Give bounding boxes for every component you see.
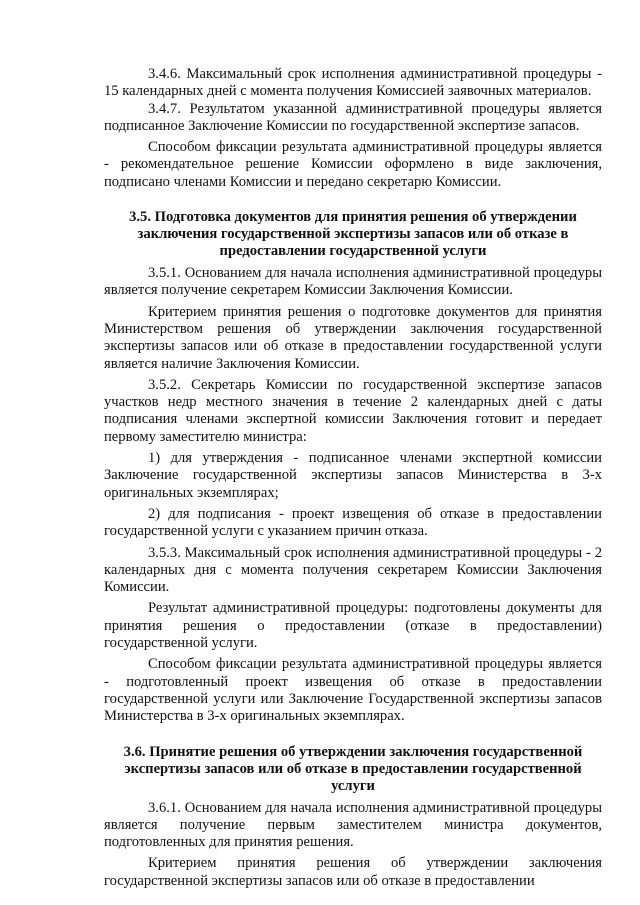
section-heading-3-6: 3.6. Принятие решения об утверждении заключения государственной экспертизы запасов или об отказе в предоставлении государственной услуги [123, 743, 583, 794]
paragraph-3-5-2: 3.5.2. Секретарь Комиссии по государственной экспертизе запасов участков недр местного значения в течение 2 календарных дней с даты подписания членами экспертной комиссии Заключения готовит и передает первому заместителю министра: [104, 376, 602, 445]
paragraph-3-6-1: 3.6.1. Основанием для начала исполнения административной процедуры является получение первым заместителем министра документов, подготовленных для принятия решения. [104, 799, 602, 851]
paragraph-fixation-3-4: Способом фиксации результата административной процедуры является - рекомендательное решение Комиссии оформлено в виде заключения, подписано членами Комиссии и передано секретарю Комиссии. [104, 139, 602, 190]
paragraph-criterion-3-6: Критерием принятия решения об утверждении заключения государственной экспертизы запасов или об отказе в предоставлении [104, 855, 602, 889]
paragraph-3-5-3: 3.5.3. Максимальный срок исполнения административной процедуры - 2 календарных дня с момента получения секретарем Комиссии Заключения Комиссии. [104, 544, 602, 596]
section-heading-3-5: 3.5. Подготовка документов для принятия решения об утверждении заключения государственной экспертизы запасов или об отказе в предоставлении государственной услуги [129, 209, 577, 260]
paragraph-fixation-3-5: Способом фиксации результата административной процедуры является - подготовленный проект извещения об отказе в предоставлении государственной услуги или Заключение Государственной экспертизы запасов Министерства в 3-х оригинальных экземплярах. [104, 656, 602, 725]
list-item-2: 2) для подписания - проект извещения об отказе в предоставлении государственной услуги с указанием причин отказа. [104, 505, 602, 540]
paragraph-3-5-1: 3.5.1. Основанием для начала исполнения административной процедуры является получение секретарем Комиссии Заключения Комиссии. [104, 265, 602, 299]
paragraph-criterion-3-5: Критерием принятия решения о подготовке документов для принятия Министерством решения об утверждении заключения государственной экспертизы запасов или об отказе в предоставлении государственной услуги является наличие Заключения Комиссии. [104, 303, 602, 372]
paragraph-3-4-7: 3.4.7. Результатом указанной административной процедуры является подписанное Заключение Комиссии по государственной экспертизе запасов. [104, 100, 602, 134]
list-item-1: 1) для утверждения - подписанное членами экспертной комиссии Заключение государственной экспертизы запасов Министерства в 3-х оригинальных экземплярах; [104, 450, 602, 501]
paragraph-3-4-6: 3.4.6. Максимальный срок исполнения административной процедуры - 15 календарных дней с момента получения Комиссией заявочных материалов. [104, 66, 602, 100]
document-page [104, 66, 602, 890]
paragraph-result-3-5: Результат административной процедуры: подготовлены документы для принятия решения о предоставлении (отказе в предоставлении) государственной услуги. [104, 600, 602, 652]
